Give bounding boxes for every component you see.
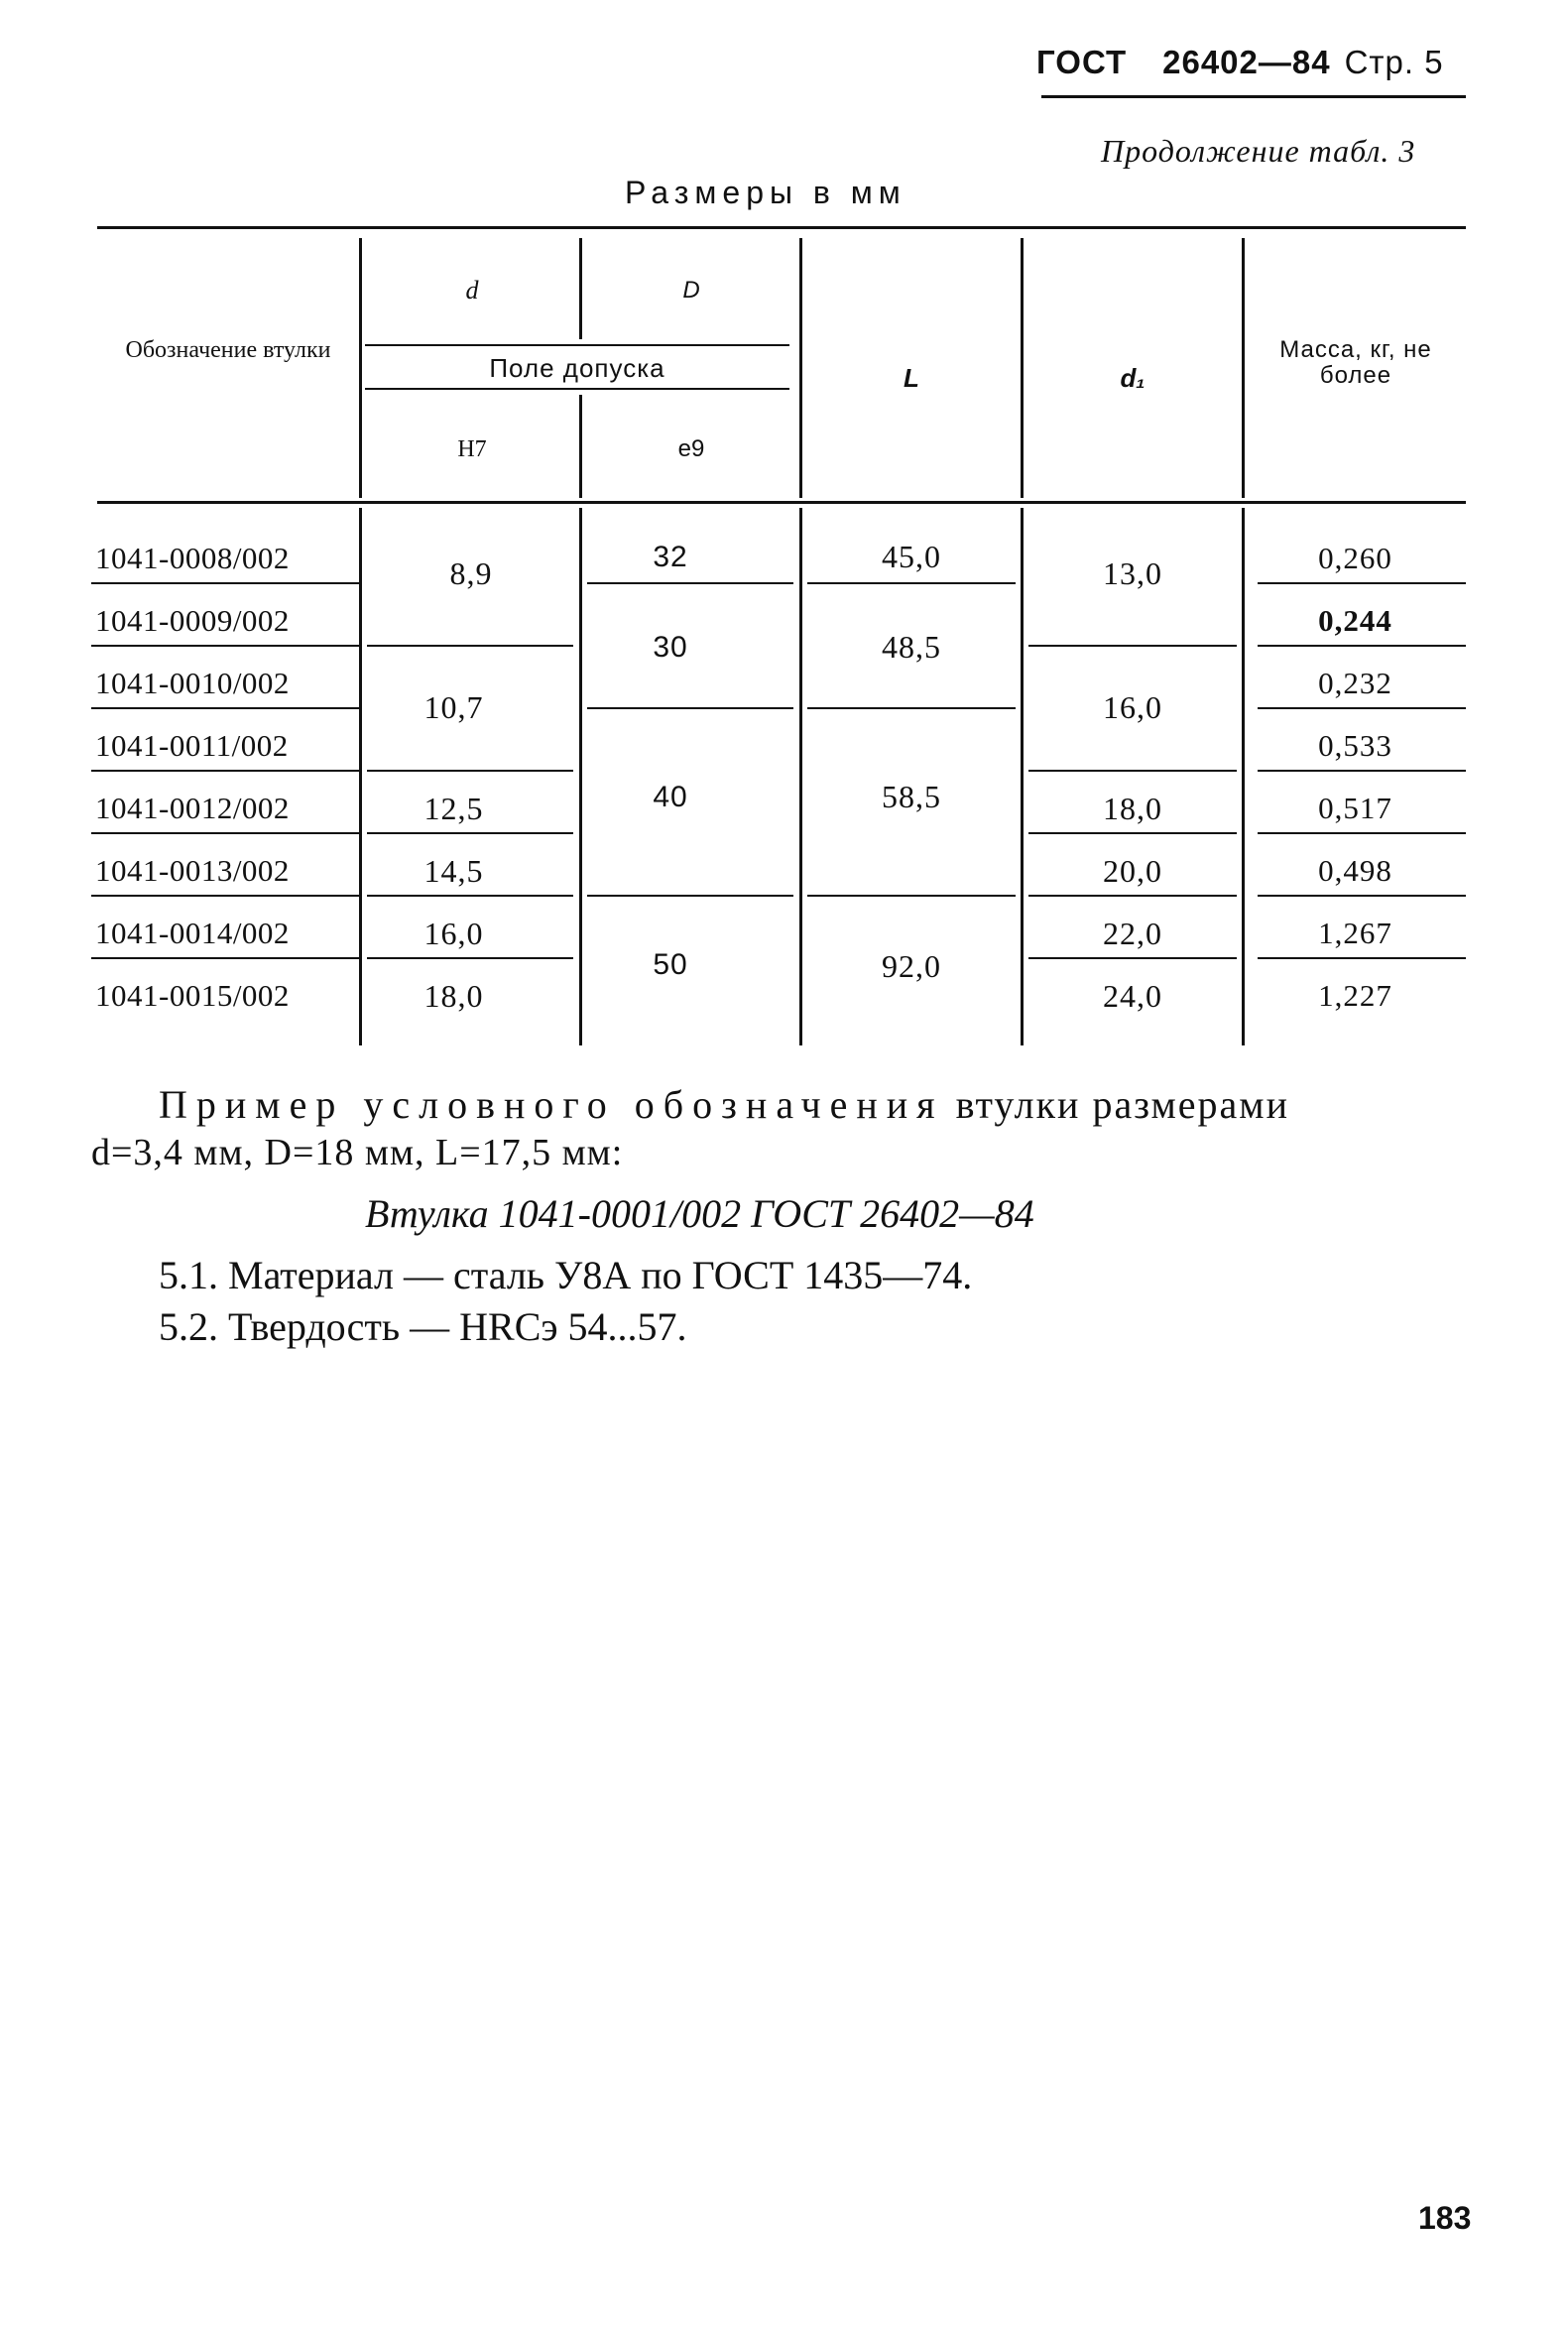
L-cell: 92,0 [882,948,941,984]
col-d-header: d [465,276,479,305]
mass-cell: 0,244 [1318,603,1392,638]
mass-rule [1258,957,1466,959]
d1-cell: 20,0 [1103,853,1162,889]
designation-cell: 1041-0015/002 [95,978,290,1013]
mass-rule [1258,770,1466,772]
tol-d-header: H7 [457,436,487,462]
col-designation-header: Обозначение втулки [125,337,331,363]
example-rest: втулки размерами [943,1082,1289,1127]
d-rule [367,645,573,647]
header-bottom-rule [97,501,1466,504]
d-cell: 12,5 [423,791,484,826]
d1-cell: 16,0 [1103,689,1162,725]
D-rule [587,895,793,897]
row-rule [91,832,359,834]
d1-cell: 24,0 [1103,978,1162,1014]
table-continuation-caption: Продолжение табл. 3 [1101,133,1416,169]
L-rule [807,707,1016,709]
L-cell: 48,5 [882,629,941,665]
col-mass-header: Масса, кг, не более [1279,336,1432,389]
mass-cell: 1,267 [1318,916,1392,950]
designation-cell: 1041-0011/002 [95,728,289,763]
d1-cell: 18,0 [1103,791,1162,826]
row-rule [91,582,359,584]
d1-cell: 13,0 [1103,555,1162,591]
mass-cell: 1,227 [1318,978,1392,1013]
D-rule [587,707,793,709]
example-lead: Пример условного обозначения [159,1082,944,1127]
designation-cell: 1041-0009/002 [95,603,290,638]
table-top-rule [97,226,1466,229]
designation-cell: 1041-0010/002 [95,666,290,700]
units-caption: Размеры в мм [625,175,906,210]
mass-cell: 0,232 [1318,666,1392,700]
D-cell: 32 [653,541,688,573]
d-cell: 10,7 [423,689,484,725]
example-designation: Втулка 1041-0001/002 ГОСТ 26402—84 [365,1191,1034,1236]
document-header [1036,44,1444,81]
d-rule [367,957,573,959]
row-rule [91,707,359,709]
L-cell: 45,0 [882,539,941,574]
tolerance-field-header: Поле допуска [489,353,665,383]
L-cell: 58,5 [882,779,941,814]
mass-rule [1258,645,1466,647]
d-cell: 18,0 [423,978,484,1014]
d1-rule [1028,645,1237,647]
row-rule [91,770,359,772]
standard-number: 26402—84 [1162,44,1331,80]
d-cell: 8,9 [449,555,493,591]
d-cell: 16,0 [423,916,484,951]
col-L-header: L [904,363,919,393]
item-material: 5.1. Материал — сталь У8А по ГОСТ 1435—74. [159,1253,973,1297]
L-rule [807,895,1016,897]
header-vline-5 [1242,238,1245,498]
example-dimensions: d=3,4 мм, D=18 мм, L=17,5 мм: [91,1132,624,1173]
D-cell: 30 [653,631,688,664]
mass-cell: 0,260 [1318,541,1392,575]
header-vline-1 [359,238,362,498]
header-rule-dD [365,344,789,346]
mass-rule [1258,832,1466,834]
col-d1-header: d₁ [1120,363,1146,393]
col-D-header: D [682,277,700,304]
row-rule [91,957,359,959]
mass-rule [1258,707,1466,709]
page-label: Стр. 5 [1344,44,1444,80]
designation-cell: 1041-0012/002 [95,791,290,825]
d1-rule [1028,957,1237,959]
row-rule [91,645,359,647]
d-rule [367,770,573,772]
standard-label: ГОСТ [1036,44,1128,80]
d-rule [367,895,573,897]
example-line-1 [159,1081,1289,1128]
d1-rule [1028,770,1237,772]
d1-rule [1028,895,1237,897]
tol-D-header: e9 [677,435,705,462]
designation-cell: 1041-0008/002 [95,541,290,575]
d1-cell: 22,0 [1103,916,1162,951]
d1-rule [1028,832,1237,834]
D-cell: 40 [653,781,688,813]
L-rule [807,582,1016,584]
mass-cell: 0,498 [1318,853,1392,888]
d-rule [367,832,573,834]
page-number: 183 [1418,2200,1472,2236]
item-hardness: 5.2. Твердость — HRCэ 54...57. [159,1304,687,1349]
mass-rule [1258,582,1466,584]
mass-cell: 0,533 [1318,728,1392,763]
D-cell: 50 [653,948,688,981]
designation-cell: 1041-0013/002 [95,853,290,888]
header-rule [1041,95,1466,98]
body-vline-5 [1242,508,1245,1045]
designation-cell: 1041-0014/002 [95,916,290,950]
mass-cell: 0,517 [1318,791,1392,825]
header-rule-tolerance [365,388,789,390]
row-rule [91,895,359,897]
d-cell: 14,5 [423,853,484,889]
D-rule [587,582,793,584]
mass-rule [1258,895,1466,897]
